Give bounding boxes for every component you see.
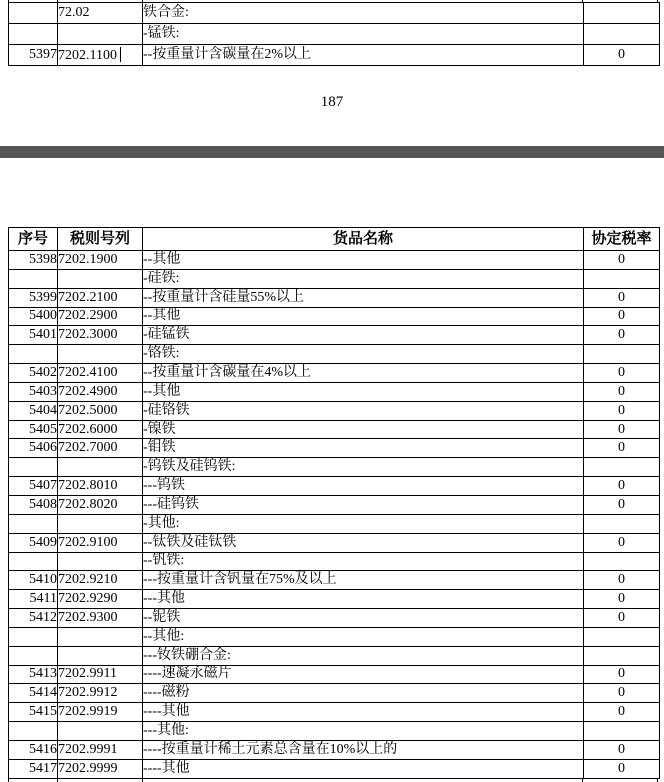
- rate-cell[interactable]: 0: [584, 740, 660, 759]
- serial-cell[interactable]: [9, 646, 58, 665]
- code-cell[interactable]: [58, 627, 143, 646]
- table-row: [9, 665, 660, 684]
- code-cell[interactable]: 72.02: [58, 3, 143, 24]
- rate-cell[interactable]: 0: [584, 759, 660, 778]
- name-cell[interactable]: -硅铁:: [143, 269, 584, 288]
- serial-cell[interactable]: [9, 722, 58, 741]
- name-cell[interactable]: ---其他:: [143, 722, 584, 741]
- table-row: [9, 590, 660, 609]
- rate-cell[interactable]: 0: [584, 307, 660, 326]
- table-row: [9, 646, 660, 665]
- name-cell[interactable]: --钛铁及硅钛铁: [143, 533, 584, 552]
- rate-cell[interactable]: 0: [584, 571, 660, 590]
- name-cell[interactable]: -镍铁: [143, 420, 584, 439]
- rate-cell[interactable]: [584, 345, 660, 364]
- name-cell[interactable]: --按重量计含硅量55%以上: [143, 288, 584, 307]
- code-cell[interactable]: 7202.2100: [58, 288, 143, 307]
- name-cell[interactable]: --铌铁: [143, 609, 584, 628]
- name-cell[interactable]: ---钨铁: [143, 477, 584, 496]
- rate-cell[interactable]: 0: [584, 401, 660, 420]
- name-cell[interactable]: -其他:: [143, 514, 584, 533]
- serial-cell[interactable]: 5412: [9, 609, 58, 628]
- code-cell[interactable]: [58, 514, 143, 533]
- rate-cell[interactable]: [584, 458, 660, 477]
- table-row: [9, 269, 660, 288]
- serial-cell[interactable]: [9, 345, 58, 364]
- rate-cell[interactable]: 0: [584, 382, 660, 401]
- previous-page-table-fragment: [8, 2, 660, 66]
- rate-cell[interactable]: 0: [584, 609, 660, 628]
- table-row: [9, 420, 660, 439]
- rate-cell[interactable]: 0: [584, 684, 660, 703]
- rate-cell[interactable]: [584, 269, 660, 288]
- name-cell[interactable]: --其他:: [143, 627, 584, 646]
- column-header-serial[interactable]: 序号: [9, 228, 58, 251]
- table-row: [9, 345, 660, 364]
- code-cell[interactable]: 7202.8020: [58, 495, 143, 514]
- serial-cell[interactable]: 5401: [9, 326, 58, 345]
- name-cell[interactable]: ----按重量计稀土元素总含量在10%以上的: [143, 740, 584, 759]
- text-caret: [120, 47, 121, 62]
- rate-cell[interactable]: 0: [584, 533, 660, 552]
- table-row: [9, 495, 660, 514]
- page-break-separator: [0, 146, 664, 158]
- rate-cell[interactable]: 0: [584, 590, 660, 609]
- serial-cell[interactable]: 5398: [9, 251, 58, 270]
- serial-cell[interactable]: 5403: [9, 382, 58, 401]
- name-cell[interactable]: -铬铁:: [143, 345, 584, 364]
- code-cell[interactable]: 7202.9911: [58, 665, 143, 684]
- code-cell[interactable]: 7202.9991: [58, 740, 143, 759]
- table-row: [9, 251, 660, 270]
- serial-cell[interactable]: 5416: [9, 740, 58, 759]
- code-cell[interactable]: [58, 722, 143, 741]
- table-row: [9, 439, 660, 458]
- table-row: [9, 458, 660, 477]
- table-row: [9, 722, 660, 741]
- table-row: [9, 759, 660, 778]
- code-cell[interactable]: [58, 552, 143, 571]
- serial-cell[interactable]: 5411: [9, 590, 58, 609]
- table-row: [9, 684, 660, 703]
- name-cell[interactable]: --钒铁:: [143, 552, 584, 571]
- tariff-table: [8, 227, 660, 779]
- serial-cell[interactable]: 5413: [9, 665, 58, 684]
- page-number: 187: [320, 94, 344, 110]
- name-cell[interactable]: ---钕铁硼合金:: [143, 646, 584, 665]
- code-cell[interactable]: 7202.9300: [58, 609, 143, 628]
- serial-cell[interactable]: 5405: [9, 420, 58, 439]
- name-cell[interactable]: -钼铁: [143, 439, 584, 458]
- table-row: [9, 3, 660, 24]
- rate-cell[interactable]: 0: [584, 495, 660, 514]
- code-cell[interactable]: 7202.9100: [58, 533, 143, 552]
- name-cell[interactable]: --其他: [143, 307, 584, 326]
- rate-cell[interactable]: [584, 24, 660, 45]
- serial-cell[interactable]: [9, 269, 58, 288]
- serial-cell[interactable]: 5402: [9, 364, 58, 383]
- tariff-table-header-row: [9, 228, 660, 251]
- rate-cell[interactable]: [584, 552, 660, 571]
- table-row: [9, 326, 660, 345]
- serial-cell[interactable]: 5410: [9, 571, 58, 590]
- serial-cell[interactable]: [9, 627, 58, 646]
- name-cell[interactable]: ----其他: [143, 703, 584, 722]
- rate-cell[interactable]: 0: [584, 251, 660, 270]
- code-cell[interactable]: 7202.8010: [58, 477, 143, 496]
- rate-cell[interactable]: 0: [584, 326, 660, 345]
- column-header-code[interactable]: 税则号列: [58, 228, 143, 251]
- serial-cell[interactable]: 5397: [9, 45, 58, 66]
- code-cell[interactable]: 7202.6000: [58, 420, 143, 439]
- code-cell[interactable]: [58, 458, 143, 477]
- table-row: [9, 382, 660, 401]
- name-cell[interactable]: -硅铬铁: [143, 401, 584, 420]
- table-row: [9, 627, 660, 646]
- serial-cell[interactable]: 5400: [9, 307, 58, 326]
- serial-cell[interactable]: [9, 24, 58, 45]
- table-row: [9, 703, 660, 722]
- name-cell[interactable]: --按重量计含碳量在2%以上: [143, 45, 584, 66]
- serial-cell[interactable]: [9, 3, 58, 24]
- name-cell[interactable]: --其他: [143, 382, 584, 401]
- name-cell[interactable]: 铁合金:: [143, 3, 584, 24]
- table-row: [9, 45, 660, 66]
- rate-cell[interactable]: 0: [584, 477, 660, 496]
- column-header-name[interactable]: 货品名称: [143, 228, 584, 251]
- rate-cell[interactable]: [584, 514, 660, 533]
- table-row: [9, 364, 660, 383]
- code-cell[interactable]: 7202.3000: [58, 326, 143, 345]
- serial-cell[interactable]: [9, 552, 58, 571]
- name-cell[interactable]: ---硅钨铁: [143, 495, 584, 514]
- code-cell[interactable]: 7202.4100: [58, 364, 143, 383]
- column-header-rate[interactable]: 协定税率: [584, 228, 660, 251]
- table-row: [9, 740, 660, 759]
- table-row: [9, 307, 660, 326]
- code-cell[interactable]: 7202.9912: [58, 684, 143, 703]
- rate-cell[interactable]: [584, 646, 660, 665]
- code-cell[interactable]: 7202.2900: [58, 307, 143, 326]
- table-row: [9, 571, 660, 590]
- name-cell[interactable]: ----磁粉: [143, 684, 584, 703]
- code-cell[interactable]: 7202.9210: [58, 571, 143, 590]
- code-cell[interactable]: 7202.4900: [58, 382, 143, 401]
- serial-cell[interactable]: 5404: [9, 401, 58, 420]
- code-cell[interactable]: 7202.1900: [58, 251, 143, 270]
- serial-cell[interactable]: 5406: [9, 439, 58, 458]
- code-cell[interactable]: [58, 24, 143, 45]
- name-cell[interactable]: --其他: [143, 251, 584, 270]
- code-cell[interactable]: 7202.9999: [58, 759, 143, 778]
- table-row: [9, 514, 660, 533]
- table-row: [9, 609, 660, 628]
- table-row: [9, 533, 660, 552]
- serial-cell[interactable]: [9, 458, 58, 477]
- name-cell[interactable]: -钨铁及硅钨铁:: [143, 458, 584, 477]
- rate-cell[interactable]: 0: [584, 703, 660, 722]
- code-cell[interactable]: 7202.9290: [58, 590, 143, 609]
- rate-cell[interactable]: [584, 627, 660, 646]
- name-cell[interactable]: ---按重量计含钒量在75%及以上: [143, 571, 584, 590]
- rate-cell[interactable]: [584, 722, 660, 741]
- rate-cell[interactable]: [584, 3, 660, 24]
- name-cell[interactable]: -硅锰铁: [143, 326, 584, 345]
- code-cell[interactable]: [58, 269, 143, 288]
- rate-cell[interactable]: 0: [584, 45, 660, 66]
- serial-cell[interactable]: 5414: [9, 684, 58, 703]
- name-cell[interactable]: -锰铁:: [143, 24, 584, 45]
- rate-cell[interactable]: 0: [584, 288, 660, 307]
- table-row: [9, 477, 660, 496]
- name-cell[interactable]: ----其他: [143, 759, 584, 778]
- serial-cell[interactable]: 5415: [9, 703, 58, 722]
- serial-cell[interactable]: [9, 514, 58, 533]
- rate-cell[interactable]: 0: [584, 420, 660, 439]
- name-cell[interactable]: ---其他: [143, 590, 584, 609]
- code-cell[interactable]: 7202.9919: [58, 703, 143, 722]
- code-cell[interactable]: 7202.1100: [58, 45, 143, 66]
- rate-cell[interactable]: 0: [584, 364, 660, 383]
- table-row: [9, 552, 660, 571]
- code-cell[interactable]: [58, 345, 143, 364]
- serial-cell[interactable]: 5408: [9, 495, 58, 514]
- code-cell[interactable]: 7202.5000: [58, 401, 143, 420]
- code-cell[interactable]: 7202.7000: [58, 439, 143, 458]
- table-row: [9, 401, 660, 420]
- table-row: [9, 24, 660, 45]
- serial-cell[interactable]: 5399: [9, 288, 58, 307]
- code-cell[interactable]: [58, 646, 143, 665]
- rate-cell[interactable]: 0: [584, 665, 660, 684]
- name-cell[interactable]: --按重量计含碳量在4%以上: [143, 364, 584, 383]
- serial-cell[interactable]: 5409: [9, 533, 58, 552]
- serial-cell[interactable]: 5407: [9, 477, 58, 496]
- rate-cell[interactable]: 0: [584, 439, 660, 458]
- name-cell[interactable]: ----速凝永磁片: [143, 665, 584, 684]
- serial-cell[interactable]: 5417: [9, 759, 58, 778]
- table-row: [9, 288, 660, 307]
